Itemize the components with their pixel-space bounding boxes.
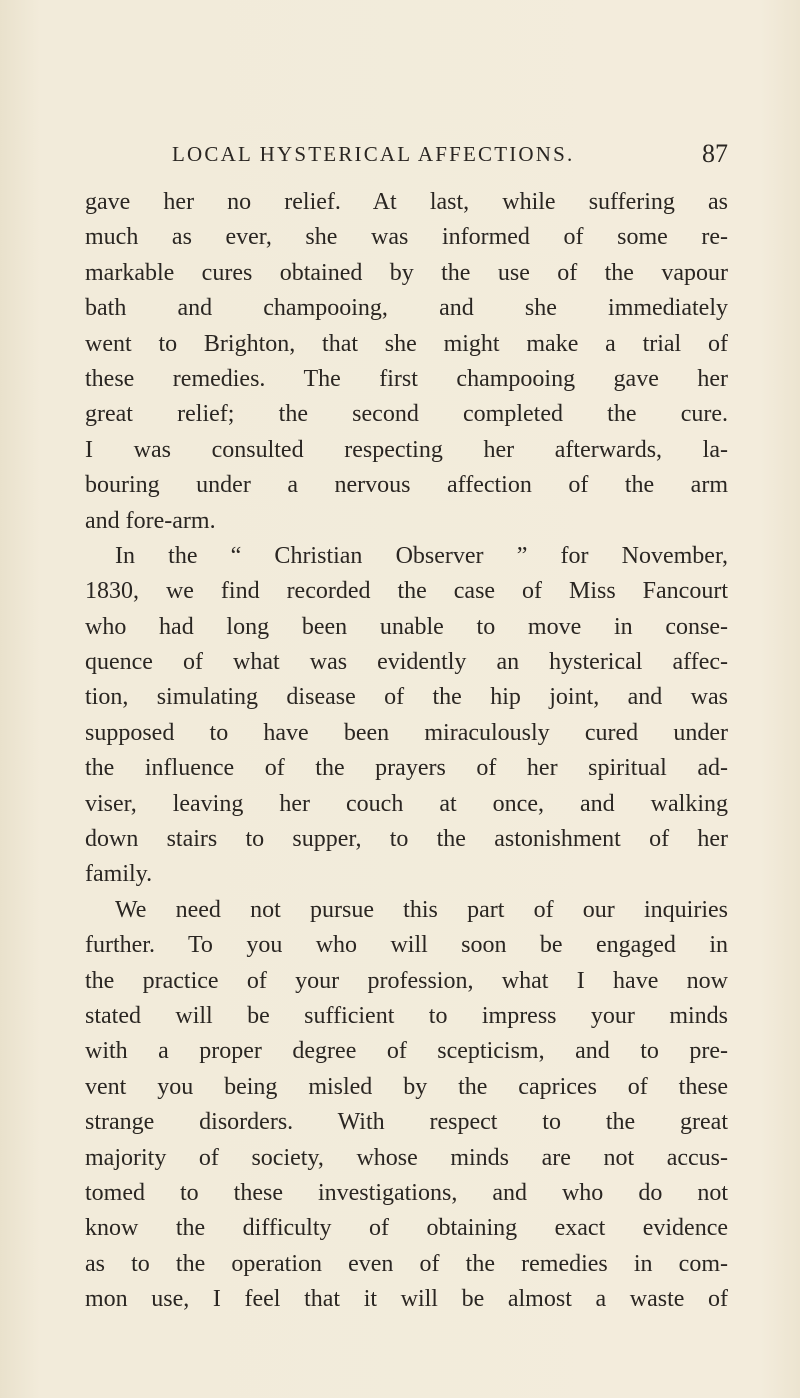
text-line: In the “ Christian Observer ” for November, [115,542,728,569]
text-line: know the difficulty of obtaining exact evidence [85,1215,728,1242]
text-line: vent you being misled by the caprices of these [85,1073,728,1100]
text-line: stated will be sufficient to impress your minds [85,1002,728,1029]
text-line: and fore-arm. [85,507,216,534]
text-line: markable cures obtained by the use of the vapour [85,259,728,286]
text-line: We need not pursue this part of our inquiries [115,896,728,923]
text-line: tion, simulating disease of the hip joint, and was [85,684,728,711]
text-line: the influence of the prayers of her spiritual ad- [85,755,728,782]
text-line: went to Brighton, that she might make a trial of [85,330,728,357]
text-line: these remedies. The first champooing gave her [85,365,728,392]
text-line: the practice of your profession, what I have now [85,967,728,994]
running-head-title: LOCAL HYSTERICAL AFFECTIONS. [172,142,575,166]
body-text [85,185,728,1318]
text-line: further. To you who will soon be engaged in [85,932,728,959]
text-line: with a proper degree of scepticism, and to pre- [85,1038,728,1065]
text-line: strange disorders. With respect to the great [85,1109,728,1136]
text-line: quence of what was evidently an hysterical affec- [85,649,728,676]
text-line: majority of society, whose minds are not accus- [85,1144,728,1171]
text-line: I was consulted respecting her afterwards, la- [85,436,728,463]
page-number: 87 [702,139,728,168]
text-line: supposed to have been miraculously cured under [85,719,728,746]
text-line: family. [85,861,153,888]
text-line: tomed to these investigations, and who do not [85,1179,728,1206]
text-line: as to the operation even of the remedies in com- [85,1250,728,1277]
text-line: bouring under a nervous affection of the arm [85,472,728,499]
text-line: gave her no relief. At last, while suffering as [85,189,728,215]
text-line: bath and champooing, and she immediately [85,295,728,322]
text-line: much as ever, she was informed of some re- [85,224,728,251]
text-line: down stairs to supper, to the astonishment of her [85,826,728,853]
text-line: viser, leaving her couch at once, and walking [85,790,728,817]
text-line: who had long been unable to move in conse- [85,613,728,640]
text-line: 1830, we find recorded the case of Miss Fancourt [85,578,728,605]
text-line: mon use, I feel that it will be almost a waste of [85,1286,728,1313]
running-head [172,138,728,170]
text-line: great relief; the second completed the cure. [85,401,728,428]
